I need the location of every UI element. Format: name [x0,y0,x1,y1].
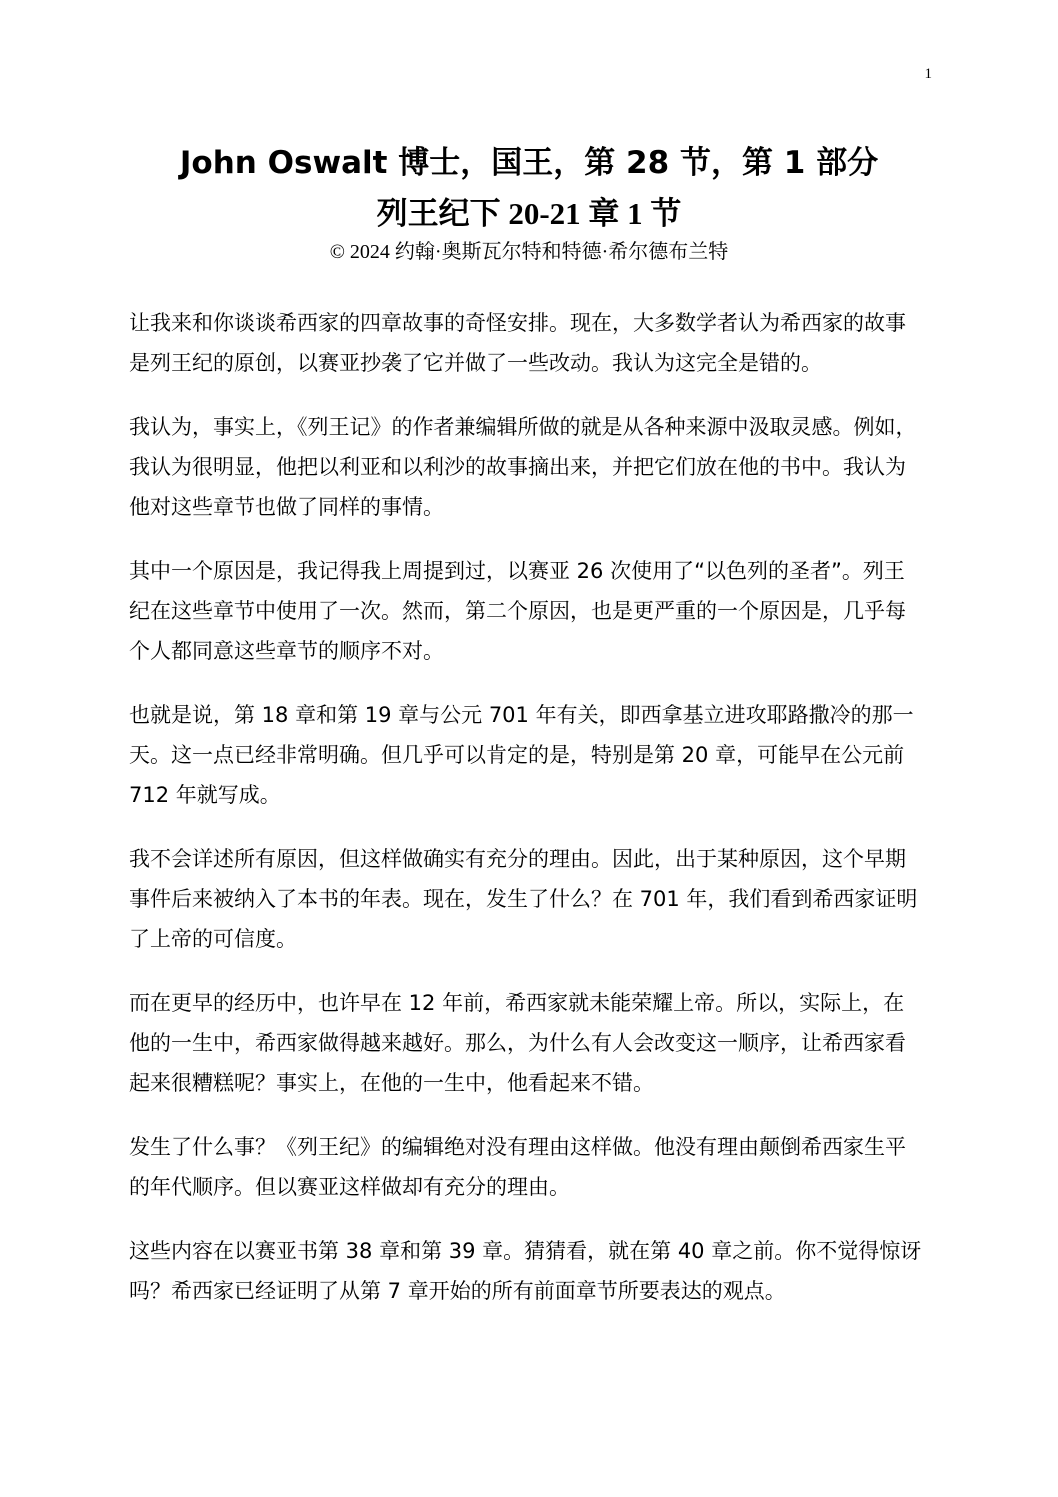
document-header [0,140,1058,266]
paragraph: 我认为，事实上，《列王记》的作者兼编辑所做的就是从各种来源中汲取灵感。例如，我认为很明显，他把以利亚和以利沙的故事摘出来，并把它们放在他的书中。我认为他对这些章节也做了同样的事情。 [129,415,917,519]
document-subtitle: 列王纪下 20-21 章 1 节 [376,196,682,231]
paragraph: 我不会详述所有原因，但这样做确实有充分的理由。因此，出于某种原因，这个早期事件后来被纳入了本书的年表。现在，发生了什么？在 701 年，我们看到希西家证明了上帝的可信度。 [129,847,918,951]
paragraph: 而在更早的经历中，也许早在 12 年前，希西家就未能荣耀上帝。所以，实际上，在他的一生中，希西家做得越来越好。那么，为什么有人会改变这一顺序，让希西家看起来很糟糕呢？事实上，在他的一生中，他看起来不错。 [129,991,906,1095]
page-number: 1 [924,66,932,82]
paragraph: 让我来和你谈谈希西家的四章故事的奇怪安排。现在，大多数学者认为希西家的故事是列王纪的原创，以赛亚抄袭了它并做了一些改动。我认为这完全是错的。 [129,311,906,375]
copyright-line: © 2024 约翰·奥斯瓦尔特和特德·希尔德布兰特 [329,241,729,263]
paragraph: 发生了什么事？《列王纪》的编辑绝对没有理由这样做。他没有理由颠倒希西家生平的年代顺序。但以赛亚这样做却有充分的理由。 [129,1135,906,1199]
paragraph: 这些内容在以赛亚书第 38 章和第 39 章。猜猜看，就在第 40 章之前。你不觉得惊讶吗？希西家已经证明了从第 7 章开始的所有前面章节所要表达的观点。 [129,1239,922,1303]
document-title: John Oswalt 博士，国王，第 28 节，第 1 部分 [179,145,879,181]
paragraph: 其中一个原因是，我记得我上周提到过，以赛亚 26 次使用了“以色列的圣者”。列王纪在这些章节中使用了一次。然而，第二个原因，也是更严重的一个原因是，几乎每个人都同意这些章节的顺序不对。 [129,559,906,663]
paragraph: 也就是说，第 18 章和第 19 章与公元 701 年有关，即西拿基立进攻耶路撒冷的那一天。这一点已经非常明确。但几乎可以肯定的是，特别是第 20 章，可能早在公元前 712 年就写成。 [129,703,914,807]
document-body [129,303,925,1335]
